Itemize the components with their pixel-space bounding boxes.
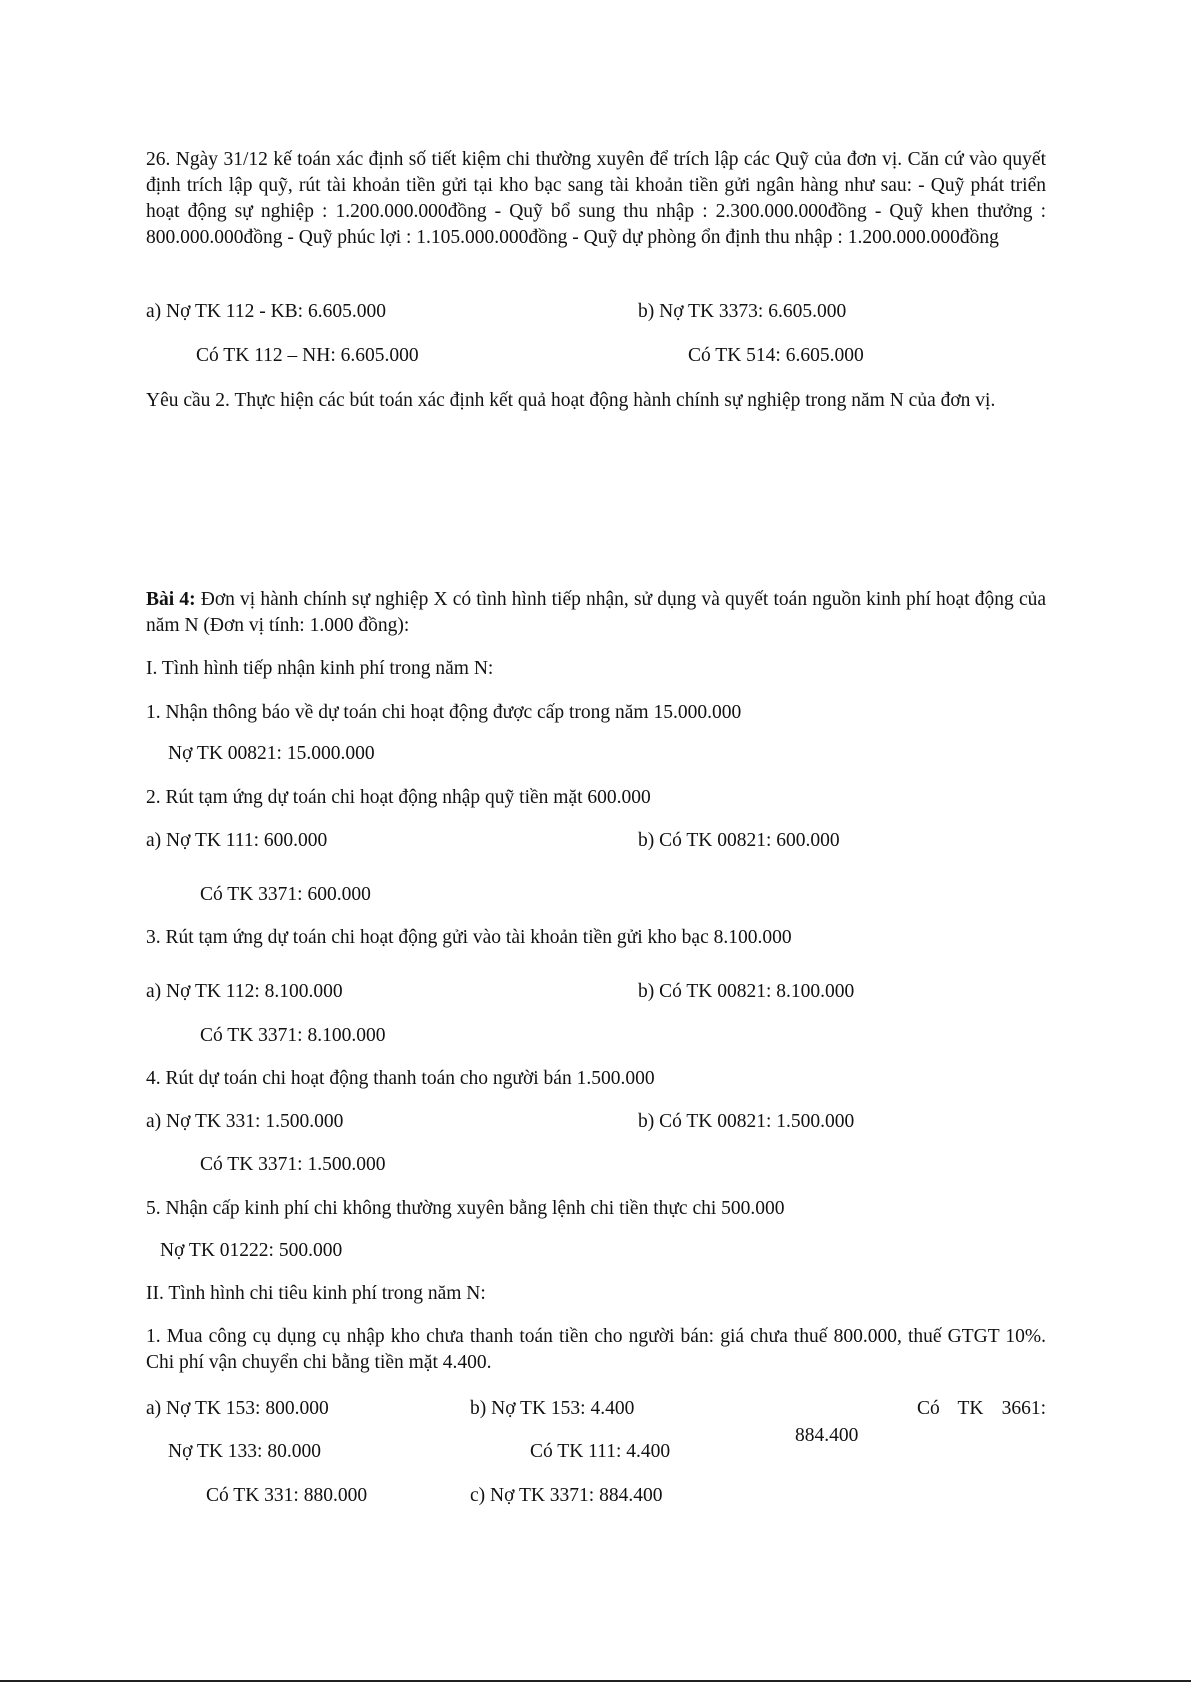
bai4-text: Đơn vị hành chính sự nghiệp X có tình hình tiếp nhận, sử dụng và quyết toán nguồn kinh phí hoạt động của năm N (Đơn vị tính: 1.000 đồng): [146, 589, 1046, 636]
bai4-intro [146, 587, 1046, 639]
s2-c1: c) Nợ TK 3371: 884.400 [470, 1485, 663, 1506]
s1-item2-credit: Có TK 3371: 600.000 [200, 884, 371, 905]
s2-a2: Nợ TK 133: 80.000 [168, 1441, 321, 1462]
s2-c2-label: Có TK 3661: [917, 1398, 1046, 1419]
q26-b-credit: Có TK 514: 6.605.000 [688, 345, 864, 366]
s2-b2: Có TK 111: 4.400 [530, 1441, 671, 1462]
s1-item5-debit: Nợ TK 01222: 500.000 [160, 1240, 343, 1261]
s2-a3: Có TK 331: 880.000 [206, 1485, 368, 1506]
s1-item4-credit: Có TK 3371: 1.500.000 [200, 1154, 386, 1175]
s1-item3-b: b) Có TK 00821: 8.100.000 [638, 981, 855, 1002]
s1-item3: 3. Rút tạm ứng dự toán chi hoạt động gửi vào tài khoản tiền gửi kho bạc 8.100.000 [146, 927, 792, 948]
page-bottom-rule [0, 1680, 1191, 1682]
s1-item1: 1. Nhận thông báo về dự toán chi hoạt động được cấp trong năm 15.000.000 [146, 702, 742, 723]
section1-title: I. Tình hình tiếp nhận kinh phí trong năm N: [146, 658, 494, 679]
q26-a-debit: a) Nợ TK 112 - KB: 6.605.000 [146, 301, 386, 322]
s1-item3-credit: Có TK 3371: 8.100.000 [200, 1025, 386, 1046]
bai4-label: Bài 4: [146, 589, 196, 610]
s1-item1-debit: Nợ TK 00821: 15.000.000 [168, 743, 375, 764]
q26-paragraph: 26. Ngày 31/12 kế toán xác định số tiết kiệm chi thường xuyên để trích lập các Quỹ của đơn vị. Căn cứ vào quyết định trích lập quỹ, rút tài khoản tiền gửi tại kho bạc sang tài khoản tiền gửi ngân hàng như sau: - Quỹ phát triển hoạt động sự nghiệp : 1.200.000.000đồng - Quỹ bổ sung thu nhập : 2.300.000.000đồng - Quỹ khen thưởng : 800.000.000đồng - Quỹ phúc lợi : 1.105.000.000đồng - Quỹ dự phòng ổn định thu nhập : 1.200.000.000đồng [146, 149, 1046, 248]
s2-b1: b) Nợ TK 153: 4.400 [470, 1398, 635, 1419]
s1-item2-b: b) Có TK 00821: 600.000 [638, 830, 840, 851]
s1-item4-a: a) Nợ TK 331: 1.500.000 [146, 1111, 344, 1132]
s1-item5: 5. Nhận cấp kinh phí chi không thường xuyên bằng lệnh chi tiền thực chi 500.000 [146, 1198, 785, 1219]
s1-item2: 2. Rút tạm ứng dự toán chi hoạt động nhập quỹ tiền mặt 600.000 [146, 787, 651, 808]
q26-b-debit: b) Nợ TK 3373: 6.605.000 [638, 301, 847, 322]
s1-item4-b: b) Có TK 00821: 1.500.000 [638, 1111, 855, 1132]
s1-item4: 4. Rút dự toán chi hoạt động thanh toán cho người bán 1.500.000 [146, 1068, 655, 1089]
s1-item2-a: a) Nợ TK 111: 600.000 [146, 830, 328, 851]
s2-a1: a) Nợ TK 153: 800.000 [146, 1398, 329, 1419]
s2-item1: 1. Mua công cụ dụng cụ nhập kho chưa thanh toán tiền cho người bán: giá chưa thuế 800.000, thuế GTGT 10%. Chi phí vận chuyển chi bằng tiền mặt 4.400. [146, 1326, 1046, 1373]
requirement-2: Yêu cầu 2. Thực hiện các bút toán xác định kết quả hoạt động hành chính sự nghiệp trong năm N của đơn vị. [146, 390, 996, 411]
section2-title: II. Tình hình chi tiêu kinh phí trong năm N: [146, 1283, 486, 1304]
q26-a-credit: Có TK 112 – NH: 6.605.000 [196, 345, 419, 366]
s2-c2-value: 884.400 [795, 1425, 859, 1446]
s1-item3-a: a) Nợ TK 112: 8.100.000 [146, 981, 343, 1002]
